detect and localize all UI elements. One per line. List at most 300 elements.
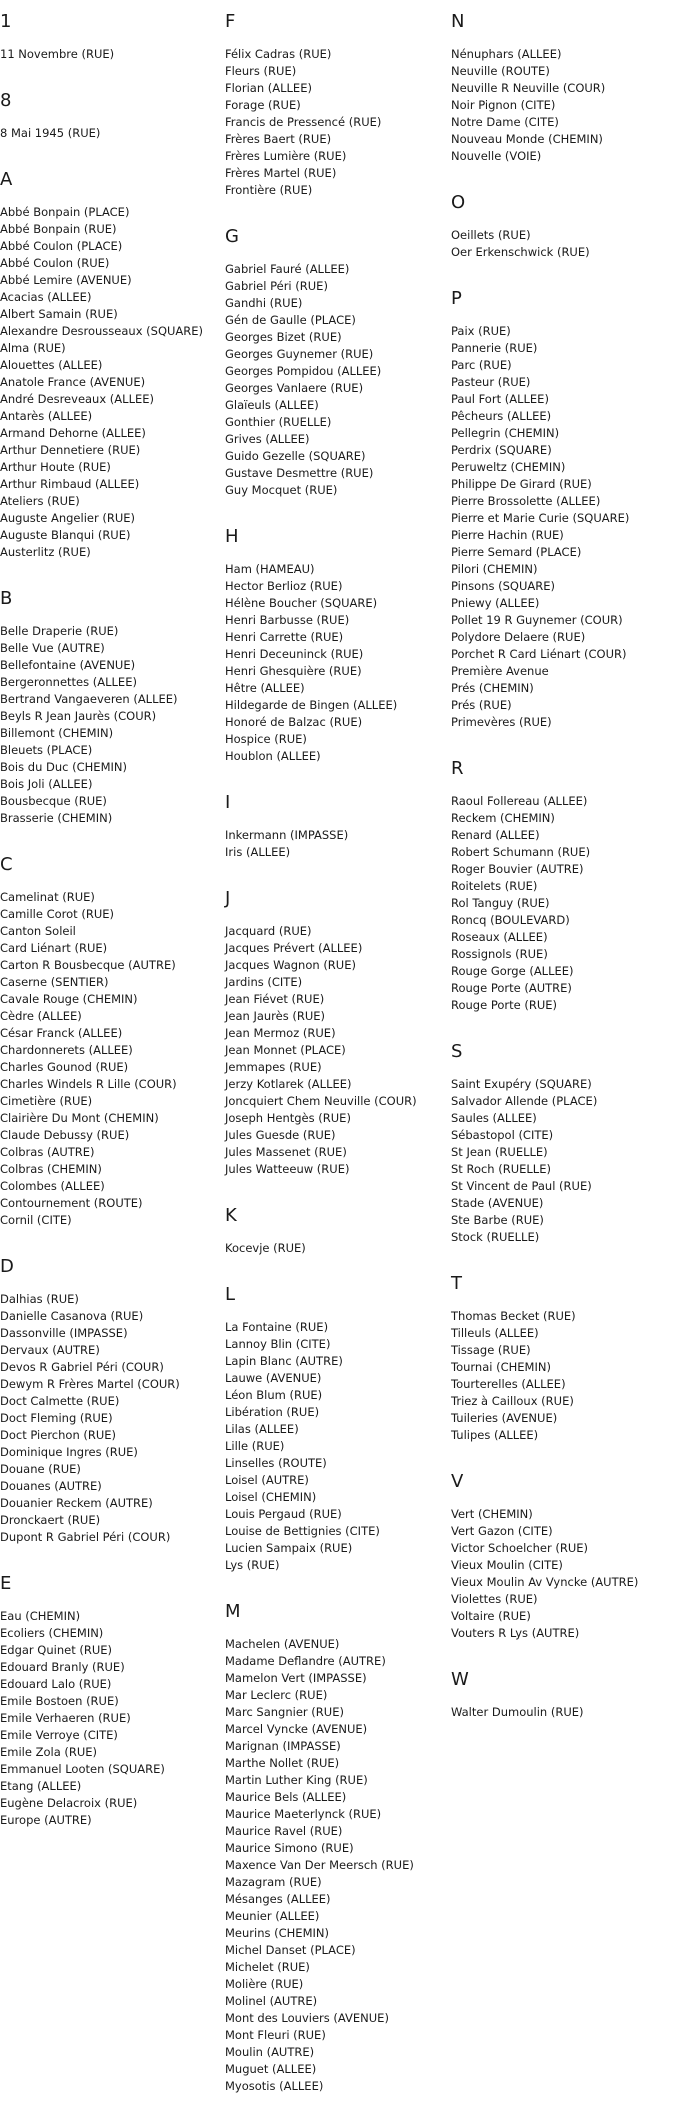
street-item: Pinsons (SQUARE): [451, 579, 555, 593]
street-item: Pierre Semard (PLACE): [451, 545, 582, 559]
street-item: 8 Mai 1945 (RUE): [0, 126, 101, 140]
section-i: [225, 793, 447, 861]
street-item: Libération (RUE): [225, 1405, 320, 1419]
street-item: Forage (RUE): [225, 98, 301, 112]
section-n: [451, 12, 675, 165]
street-item: Hospice (RUE): [225, 732, 307, 746]
street-item: Albert Samain (RUE): [0, 307, 118, 321]
street-item: Maurice Bels (ALLEE): [225, 1790, 347, 1804]
street-item: Léon Blum (RUE): [225, 1388, 323, 1402]
street-item: Kocevje (RUE): [225, 1241, 306, 1255]
street-item: Abbé Coulon (PLACE): [0, 239, 123, 253]
street-item: Contournement (ROUTE): [0, 1196, 143, 1210]
street-item: Martin Luther King (RUE): [225, 1773, 368, 1787]
street-item: Cimetière (RUE): [0, 1094, 93, 1108]
section-heading: 1: [0, 11, 12, 32]
section-m: [225, 1602, 447, 2095]
street-item: Rouge Porte (AUTRE): [451, 981, 572, 995]
street-item: Georges Bizet (RUE): [225, 330, 342, 344]
section-heading: C: [0, 854, 13, 875]
section-v: [451, 1472, 675, 1642]
street-item: Gabriel Péri (RUE): [225, 279, 328, 293]
street-item: Molière (RUE): [225, 1977, 304, 1991]
street-item: Edouard Branly (RUE): [0, 1660, 125, 1674]
street-item: Bousbecque (RUE): [0, 794, 107, 808]
street-item: Ecoliers (CHEMIN): [0, 1626, 104, 1640]
street-item: César Franck (ALLEE): [0, 1026, 123, 1040]
street-item: Bellefontaine (AVENUE): [0, 658, 136, 672]
section-heading: B: [0, 588, 13, 609]
street-item: Stock (RUELLE): [451, 1230, 540, 1244]
street-item: Nouveau Monde (CHEMIN): [451, 132, 603, 146]
section-heading: P: [451, 288, 462, 309]
street-item: Bois Joli (ALLEE): [0, 777, 93, 791]
street-item: Rol Tanguy (RUE): [451, 896, 550, 910]
street-item: Bois du Duc (CHEMIN): [0, 760, 127, 774]
street-item: Honoré de Balzac (RUE): [225, 715, 363, 729]
street-item: Card Liénart (RUE): [0, 941, 108, 955]
street-item: Beyls R Jean Jaurès (COUR): [0, 709, 157, 723]
street-item: Doct Calmette (RUE): [0, 1394, 120, 1408]
street-item: Perdrix (SQUARE): [451, 443, 552, 457]
street-item: Tourterelles (ALLEE): [451, 1377, 566, 1391]
street-item: Camille Corot (RUE): [0, 907, 114, 921]
street-item: Carton R Bousbecque (AUTRE): [0, 958, 176, 972]
street-item: Loisel (CHEMIN): [225, 1490, 317, 1504]
section-heading: W: [451, 1669, 469, 1690]
street-item: Antarès (ALLEE): [0, 409, 93, 423]
street-item: Douanes (AUTRE): [0, 1479, 102, 1493]
street-item: Michel Danset (PLACE): [225, 1943, 356, 1957]
street-item: Gén de Gaulle (PLACE): [225, 313, 356, 327]
street-item: Danielle Casanova (RUE): [0, 1309, 144, 1323]
street-item: Henri Carrette (RUE): [225, 630, 344, 644]
street-column-2: [225, 12, 447, 2123]
street-item: Gandhi (RUE): [225, 296, 303, 310]
street-item: Renard (ALLEE): [451, 828, 540, 842]
street-item: Myosotis (ALLEE): [225, 2079, 324, 2093]
street-item: Georges Pompidou (ALLEE): [225, 364, 382, 378]
street-item: Violettes (RUE): [451, 1592, 538, 1606]
section-a: [0, 170, 222, 561]
street-item: Marthe Nollet (RUE): [225, 1756, 340, 1770]
street-item: Prés (RUE): [451, 698, 512, 712]
street-item: Peruweltz (CHEMIN): [451, 460, 566, 474]
street-item: Auguste Angelier (RUE): [0, 511, 136, 525]
street-item: Frères Martel (RUE): [225, 166, 337, 180]
section-heading: 8: [0, 90, 12, 111]
street-item: Eugène Delacroix (RUE): [0, 1796, 138, 1810]
street-item: Roncq (BOULEVARD): [451, 913, 570, 927]
street-item: Lauwe (AVENUE): [225, 1371, 322, 1385]
street-item: Jules Watteeuw (RUE): [225, 1162, 350, 1176]
street-item: Alma (RUE): [0, 341, 66, 355]
section-l: [225, 1285, 447, 1574]
section-heading: F: [225, 11, 236, 32]
street-item: Edouard Lalo (RUE): [0, 1677, 112, 1691]
street-item: Mazagram (RUE): [225, 1875, 322, 1889]
street-item: Meunier (ALLEE): [225, 1909, 320, 1923]
street-item: Guy Mocquet (RUE): [225, 483, 338, 497]
street-item: Armand Dehorne (ALLEE): [0, 426, 146, 440]
section-w: [451, 1670, 675, 1721]
street-item: Lucien Sampaix (RUE): [225, 1541, 353, 1555]
street-item: Francis de Pressencé (RUE): [225, 115, 382, 129]
street-item: Devos R Gabriel Péri (COUR): [0, 1360, 164, 1374]
section-heading: L: [225, 1284, 236, 1305]
street-item: Pniewy (ALLEE): [451, 596, 540, 610]
street-item: Doct Pierchon (RUE): [0, 1428, 117, 1442]
street-item: Michelet (RUE): [225, 1960, 310, 1974]
street-item: Dupont R Gabriel Péri (COUR): [0, 1530, 171, 1544]
street-item: Tissage (RUE): [451, 1343, 531, 1357]
street-item: Hector Berlioz (RUE): [225, 579, 343, 593]
street-item: Félix Cadras (RUE): [225, 47, 332, 61]
street-item: Dominique Ingres (RUE): [0, 1445, 138, 1459]
street-item: Douanier Reckem (AUTRE): [0, 1496, 153, 1510]
section-c: [0, 855, 222, 1229]
street-item: Dronckaert (RUE): [0, 1513, 101, 1527]
street-item: Vieux Moulin (CITE): [451, 1558, 563, 1572]
street-item: Robert Schumann (RUE): [451, 845, 591, 859]
street-item: Jerzy Kotlarek (ALLEE): [225, 1077, 352, 1091]
street-item: Roger Bouvier (AUTRE): [451, 862, 584, 876]
street-item: Europe (AUTRE): [0, 1813, 92, 1827]
street-item: Maurice Ravel (RUE): [225, 1824, 343, 1838]
section-b: [0, 589, 222, 827]
section-e: [0, 1574, 222, 1829]
street-item: Charles Windels R Lille (COUR): [0, 1077, 177, 1091]
street-item: Pilori (CHEMIN): [451, 562, 538, 576]
street-item: Hêtre (ALLEE): [225, 681, 305, 695]
section-1: [0, 12, 222, 63]
street-column-3: [451, 12, 675, 1749]
street-item: Voltaire (RUE): [451, 1609, 531, 1623]
street-item: 11 Novembre (RUE): [0, 47, 115, 61]
street-item: Iris (ALLEE): [225, 845, 291, 859]
street-item: Jean Monnet (PLACE): [225, 1043, 346, 1057]
street-item: Frontière (RUE): [225, 183, 313, 197]
street-item: Chardonnerets (ALLEE): [0, 1043, 133, 1057]
street-item: Cèdre (ALLEE): [0, 1009, 82, 1023]
street-item: Houblon (ALLEE): [225, 749, 321, 763]
street-item: Pasteur (RUE): [451, 375, 531, 389]
section-8: [0, 91, 222, 142]
section-heading: O: [451, 192, 466, 213]
section-r: [451, 759, 675, 1014]
street-item: Paul Fort (ALLEE): [451, 392, 549, 406]
street-item: Canton Soleil: [0, 924, 76, 938]
street-item: Ste Barbe (RUE): [451, 1213, 544, 1227]
street-item: Noir Pignon (CITE): [451, 98, 556, 112]
street-item: Primevères (RUE): [451, 715, 552, 729]
street-item: Ham (HAMEAU): [225, 562, 315, 576]
street-item: Linselles (ROUTE): [225, 1456, 327, 1470]
street-item: Vouters R Lys (AUTRE): [451, 1626, 580, 1640]
street-item: Glaïeuls (ALLEE): [225, 398, 319, 412]
street-item: Rouge Porte (RUE): [451, 998, 558, 1012]
street-item: Porchet R Card Liénart (COUR): [451, 647, 627, 661]
street-item: Pêcheurs (ALLEE): [451, 409, 552, 423]
street-item: Bleuets (PLACE): [0, 743, 93, 757]
street-item: Polydore Delaere (RUE): [451, 630, 586, 644]
street-item: Maurice Simono (RUE): [225, 1841, 354, 1855]
street-item: Pierre Brossolette (ALLEE): [451, 494, 601, 508]
street-item: Bertrand Vangaeveren (ALLEE): [0, 692, 178, 706]
street-item: Jules Massenet (RUE): [225, 1145, 347, 1159]
section-heading: R: [451, 758, 464, 779]
street-item: Belle Vue (AUTRE): [0, 641, 105, 655]
street-item: Colbras (AUTRE): [0, 1145, 95, 1159]
street-item: Gabriel Fauré (ALLEE): [225, 262, 350, 276]
street-item: Charles Gounod (RUE): [0, 1060, 129, 1074]
street-item: Henri Ghesquière (RUE): [225, 664, 362, 678]
street-item: Paix (RUE): [451, 324, 511, 338]
street-item: Lys (RUE): [225, 1558, 280, 1572]
street-item: Philippe De Girard (RUE): [451, 477, 592, 491]
street-item: Mont des Louviers (AVENUE): [225, 2011, 389, 2025]
street-item: Henri Deceuninck (RUE): [225, 647, 364, 661]
section-heading: H: [225, 526, 239, 547]
street-item: Loisel (AUTRE): [225, 1473, 309, 1487]
street-item: Roseaux (ALLEE): [451, 930, 548, 944]
street-item: Emmanuel Looten (SQUARE): [0, 1762, 165, 1776]
street-item: Gustave Desmettre (RUE): [225, 466, 374, 480]
street-item: Marc Sangnier (RUE): [225, 1705, 344, 1719]
section-d: [0, 1257, 222, 1546]
street-item: Pierre et Marie Curie (SQUARE): [451, 511, 630, 525]
street-item: Lille (RUE): [225, 1439, 285, 1453]
street-item: Roitelets (RUE): [451, 879, 538, 893]
section-h: [225, 527, 447, 765]
street-item: St Vincent de Paul (RUE): [451, 1179, 592, 1193]
street-item: Première Avenue: [451, 664, 549, 678]
section-heading: D: [0, 1256, 14, 1277]
street-item: Walter Dumoulin (RUE): [451, 1705, 584, 1719]
street-item: Emile Bostoen (RUE): [0, 1694, 119, 1708]
street-item: Notre Dame (CITE): [451, 115, 559, 129]
street-item: Pellegrin (CHEMIN): [451, 426, 560, 440]
street-item: Dassonville (IMPASSE): [0, 1326, 128, 1340]
section-k: [225, 1206, 447, 1257]
section-heading: K: [225, 1205, 237, 1226]
street-item: Cornil (CITE): [0, 1213, 72, 1227]
street-item: Hélène Boucher (SQUARE): [225, 596, 378, 610]
street-item: Joncquiert Chem Neuville (COUR): [225, 1094, 417, 1108]
street-item: Fleurs (RUE): [225, 64, 297, 78]
street-item: Machelen (AVENUE): [225, 1637, 340, 1651]
street-item: Maxence Van Der Meersch (RUE): [225, 1858, 414, 1872]
street-item: Neuville (ROUTE): [451, 64, 550, 78]
street-item: Mamelon Vert (IMPASSE): [225, 1671, 367, 1685]
street-item: Vieux Moulin Av Vyncke (AUTRE): [451, 1575, 639, 1589]
section-heading: M: [225, 1601, 241, 1622]
street-item: André Desreveaux (ALLEE): [0, 392, 154, 406]
section-g: [225, 227, 447, 499]
street-item: Auguste Blanqui (RUE): [0, 528, 131, 542]
street-item: Jules Guesde (RUE): [225, 1128, 336, 1142]
street-item: Victor Schoelcher (RUE): [451, 1541, 588, 1555]
street-item: Clairière Du Mont (CHEMIN): [0, 1111, 159, 1125]
street-item: Oeillets (RUE): [451, 228, 531, 242]
street-item: Jacques Prévert (ALLEE): [225, 941, 363, 955]
street-item: Frères Lumière (RUE): [225, 149, 347, 163]
street-item: Reckem (CHEMIN): [451, 811, 555, 825]
street-item: Emile Verroye (CITE): [0, 1728, 118, 1742]
street-item: Abbé Bonpain (PLACE): [0, 205, 130, 219]
street-item: Arthur Rimbaud (ALLEE): [0, 477, 140, 491]
street-item: Arthur Houte (RUE): [0, 460, 111, 474]
street-item: Hildegarde de Bingen (ALLEE): [225, 698, 398, 712]
street-item: Pannerie (RUE): [451, 341, 538, 355]
street-item: Vert (CHEMIN): [451, 1507, 533, 1521]
street-item: Doct Fleming (RUE): [0, 1411, 113, 1425]
street-item: Rouge Gorge (ALLEE): [451, 964, 574, 978]
street-item: Dewym R Frères Martel (COUR): [0, 1377, 180, 1391]
street-item: Ateliers (RUE): [0, 494, 80, 508]
street-item: Marcel Vyncke (AVENUE): [225, 1722, 368, 1736]
street-item: Camelinat (RUE): [0, 890, 95, 904]
section-s: [451, 1042, 675, 1246]
section-f: [225, 12, 447, 199]
street-item: Jean Fiévet (RUE): [225, 992, 325, 1006]
section-heading: V: [451, 1471, 464, 1492]
section-heading: N: [451, 11, 465, 32]
section-heading: T: [451, 1273, 462, 1294]
street-item: Pierre Hachin (RUE): [451, 528, 564, 542]
street-item: Georges Vanlaere (RUE): [225, 381, 364, 395]
street-item: Anatole France (AVENUE): [0, 375, 146, 389]
street-item: Moulin (AUTRE): [225, 2045, 315, 2059]
street-item: Saules (ALLEE): [451, 1111, 537, 1125]
street-item: Louis Pergaud (RUE): [225, 1507, 342, 1521]
street-item: Colombes (ALLEE): [0, 1179, 105, 1193]
street-item: Cavale Rouge (CHEMIN): [0, 992, 138, 1006]
street-item: Mar Leclerc (RUE): [225, 1688, 328, 1702]
street-item: Muguet (ALLEE): [225, 2062, 317, 2076]
street-item: Brasserie (CHEMIN): [0, 811, 113, 825]
street-item: Sébastopol (CITE): [451, 1128, 554, 1142]
street-item: Pollet 19 R Guynemer (COUR): [451, 613, 623, 627]
street-item: Jacquard (RUE): [225, 924, 312, 938]
street-item: Arthur Dennetiere (RUE): [0, 443, 141, 457]
street-item: Alouettes (ALLEE): [0, 358, 103, 372]
section-heading: A: [0, 169, 13, 190]
street-item: Caserne (SENTIER): [0, 975, 109, 989]
street-item: Claude Debussy (RUE): [0, 1128, 130, 1142]
street-item: Prés (CHEMIN): [451, 681, 534, 695]
street-item: Molinel (AUTRE): [225, 1994, 318, 2008]
section-j: [225, 889, 447, 1178]
street-item: Grives (ALLEE): [225, 432, 310, 446]
street-item: La Fontaine (RUE): [225, 1320, 329, 1334]
street-item: Colbras (CHEMIN): [0, 1162, 102, 1176]
street-item: Abbé Lemire (AVENUE): [0, 273, 132, 287]
street-item: Emile Zola (RUE): [0, 1745, 98, 1759]
street-item: Inkermann (IMPASSE): [225, 828, 349, 842]
street-item: Florian (ALLEE): [225, 81, 312, 95]
street-item: Abbé Coulon (RUE): [0, 256, 110, 270]
street-item: Lannoy Blin (CITE): [225, 1337, 331, 1351]
street-item: Stade (AVENUE): [451, 1196, 544, 1210]
street-item: Lapin Blanc (AUTRE): [225, 1354, 343, 1368]
street-item: St Jean (RUELLE): [451, 1145, 548, 1159]
street-item: Joseph Hentgès (RUE): [225, 1111, 351, 1125]
street-item: Bergeronnettes (ALLEE): [0, 675, 137, 689]
street-item: Mésanges (ALLEE): [225, 1892, 331, 1906]
street-item: Henri Barbusse (RUE): [225, 613, 350, 627]
street-item: Meurins (CHEMIN): [225, 1926, 329, 1940]
section-heading: E: [0, 1573, 12, 1594]
street-item: St Roch (RUELLE): [451, 1162, 551, 1176]
street-item: Abbé Bonpain (RUE): [0, 222, 117, 236]
street-item: Oer Erkenschwick (RUE): [451, 245, 590, 259]
street-item: Raoul Follereau (ALLEE): [451, 794, 588, 808]
street-item: Emile Verhaeren (RUE): [0, 1711, 131, 1725]
street-item: Jacques Wagnon (RUE): [225, 958, 356, 972]
street-item: Saint Exupéry (SQUARE): [451, 1077, 592, 1091]
street-item: Acacias (ALLEE): [0, 290, 92, 304]
street-item: Eau (CHEMIN): [0, 1609, 81, 1623]
street-item: Georges Guynemer (RUE): [225, 347, 374, 361]
street-item: Triez à Cailloux (RUE): [451, 1394, 574, 1408]
street-item: Guido Gezelle (SQUARE): [225, 449, 366, 463]
street-item: Vert Gazon (CITE): [451, 1524, 553, 1538]
street-item: Douane (RUE): [0, 1462, 81, 1476]
street-item: Louise de Bettignies (CITE): [225, 1524, 380, 1538]
street-item: Tuileries (AVENUE): [451, 1411, 558, 1425]
street-item: Mont Fleuri (RUE): [225, 2028, 326, 2042]
section-p: [451, 289, 675, 731]
street-item: Etang (ALLEE): [0, 1779, 82, 1793]
street-item: Austerlitz (RUE): [0, 545, 91, 559]
section-t: [451, 1274, 675, 1444]
street-item: Gonthier (RUELLE): [225, 415, 332, 429]
street-item: Lilas (ALLEE): [225, 1422, 299, 1436]
street-item: Neuville R Neuville (COUR): [451, 81, 606, 95]
section-heading: G: [225, 226, 239, 247]
street-item: Alexandre Desrousseaux (SQUARE): [0, 324, 204, 338]
street-item: Rossignols (RUE): [451, 947, 548, 961]
street-item: Jean Mermoz (RUE): [225, 1026, 336, 1040]
street-item: Nouvelle (VOIE): [451, 149, 542, 163]
section-heading: J: [225, 888, 231, 909]
section-o: [451, 193, 675, 261]
street-item: Jardins (CITE): [225, 975, 303, 989]
street-item: Tulipes (ALLEE): [451, 1428, 539, 1442]
street-item: Dervaux (AUTRE): [0, 1343, 100, 1357]
street-item: Edgar Quinet (RUE): [0, 1643, 113, 1657]
street-item: Belle Draperie (RUE): [0, 624, 119, 638]
street-item: Dalhias (RUE): [0, 1292, 79, 1306]
street-item: Tilleuls (ALLEE): [451, 1326, 539, 1340]
section-heading: S: [451, 1041, 463, 1062]
street-item: Thomas Becket (RUE): [451, 1309, 576, 1323]
street-item: Maurice Maeterlynck (RUE): [225, 1807, 382, 1821]
street-item: Salvador Allende (PLACE): [451, 1094, 598, 1108]
street-item: Madame Deflandre (AUTRE): [225, 1654, 386, 1668]
street-item: Jean Jaurès (RUE): [225, 1009, 326, 1023]
street-item: Frères Baert (RUE): [225, 132, 332, 146]
street-item: Marignan (IMPASSE): [225, 1739, 341, 1753]
street-item: Tournai (CHEMIN): [451, 1360, 551, 1374]
street-item: Jemmapes (RUE): [225, 1060, 322, 1074]
section-heading: I: [225, 792, 231, 813]
street-item: Nénuphars (ALLEE): [451, 47, 562, 61]
street-column-1: [0, 12, 222, 1857]
street-item: Billemont (CHEMIN): [0, 726, 114, 740]
street-item: Parc (RUE): [451, 358, 512, 372]
